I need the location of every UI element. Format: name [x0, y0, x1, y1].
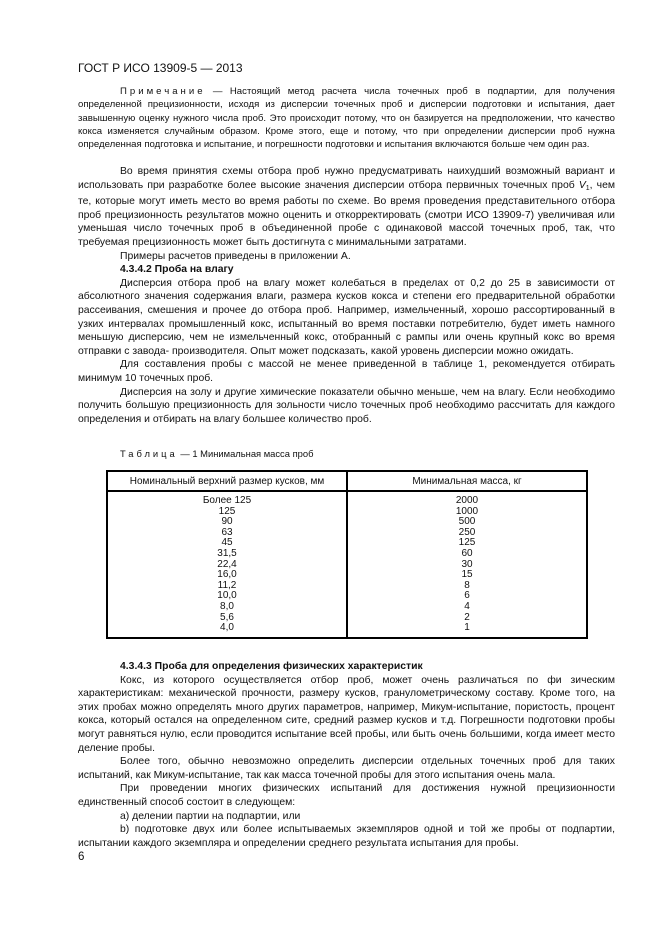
- table-cell: 5,6: [220, 611, 234, 623]
- section-4-3-4-3-body: [78, 660, 615, 850]
- paragraph: Более того, обычно невозможно определить дисперсии отдельных точечных проб для таких испытаний, как Микум-испытание, так как масса точечной пробы для этого испытания очень мала.: [78, 756, 615, 781]
- table-cell: 30: [461, 558, 473, 570]
- section-4-3-4-1-body: [78, 165, 615, 426]
- table-cell: 15: [461, 569, 473, 581]
- mass-column: [347, 491, 587, 638]
- table-cell: 22,4: [217, 558, 237, 570]
- table-cell: 10,0: [217, 590, 237, 602]
- paragraph: Дисперсия отбора проб на влагу может колебаться в пределах от 0,2 до 25 в зависимости от абсолютного значения содержания влаги, размера кусков кокса и степени его предварительной обработки рассеивания, смешения и прочее до отбора проб. Например, измельченный, хорошо рассортированный в узких интервалах промышленный кокс, испытанный во время поставки потребителю, будет иметь намного меньшую дисперсию, чем не измельченный кокс, отобранный с рампы или очень крупный кокс во время отправки с завода- производителя. Опыт может подсказать, какой уровень дисперсии можно ожидать.: [78, 277, 615, 357]
- table-cell: Более 125: [202, 495, 252, 506]
- table-cell: 60: [461, 547, 473, 559]
- table-cell: 31,5: [217, 547, 237, 559]
- page-number: 6: [78, 851, 85, 863]
- note-label: Примечание: [120, 86, 206, 97]
- table-cell: 45: [221, 537, 233, 549]
- table-cell: 16,0: [217, 569, 237, 581]
- paragraph: Дисперсия на золу и другие химические показатели обычно меньше, чем на влагу. Если необходимо получить большую прецизионность для зольности число точечных проб необходимо рассчитать для каждого определения и отбирать на влагу большее количество проб.: [78, 386, 615, 425]
- min-mass-table: [106, 470, 588, 639]
- table-cell: 1000: [455, 505, 479, 517]
- table-cell: 125: [218, 505, 236, 517]
- table-cell: 125: [458, 537, 476, 549]
- note-block: [78, 85, 615, 151]
- table-cell: 4,0: [220, 622, 234, 634]
- section-heading-moisture: 4.3.4.2 Проба на влагу: [120, 264, 234, 276]
- list-item-a: а) делении партии на подпартии, или: [120, 810, 301, 822]
- table-cell: 63: [221, 526, 233, 538]
- table-cell: 2: [464, 611, 470, 623]
- paragraph: При проведении многих физических испытаний для достижения нужной прецизионности единственный способ состоит в следующем:: [78, 783, 615, 808]
- section-heading-physical: 4.3.4.3 Проба для определения физических характеристик: [120, 661, 423, 672]
- column-header-size: Номинальный верхний размер кусков, мм: [107, 471, 347, 491]
- variable-v: V: [578, 179, 586, 191]
- table-cell: 8: [464, 579, 470, 591]
- table-cell: 500: [458, 516, 476, 528]
- table-caption: Таблица — 1 Минимальная масса проб: [120, 448, 314, 459]
- note-text: — Настоящий метод расчета числа точечных проб в подпартии, для получения определенной прецизионности, исходя из дисперсии точечных проб и дисперсии подготовки и испытания, дает завышенную оценку нужного числа проб. Это происходит потому, что он базируется на предположении, что качество кокса изменяется случайным образом. Кроме этого, еще и потому, что при определении дисперсии проб нужна определенная подготовка и испытание, и погрешности подготовки и испытания включаются больше чем один раз.: [78, 86, 615, 151]
- paragraph: Для составления пробы с массой не менее приведенной в таблице 1, рекомендуется отбирать минимум 10 точечных проб.: [78, 359, 615, 384]
- column-header-mass: Минимальная масса, кг: [347, 471, 587, 491]
- table-cell: 11,2: [217, 579, 237, 591]
- list-item-b: b) подготовке двух или более испытываемых экземпляров одной и той же пробы от подпартии, испытании каждого экземпляра и определении среднего результата испытания для пробы.: [78, 824, 615, 849]
- document-header: ГОСТ Р ИСО 13909-5 — 2013: [78, 61, 243, 75]
- table-cell: 2000: [455, 495, 479, 506]
- table-cell: 250: [458, 526, 476, 538]
- paragraph: Примеры расчетов приведены в приложении А.: [120, 250, 351, 262]
- size-column: [107, 491, 347, 638]
- table-cell: 90: [221, 516, 233, 528]
- paragraph: Кокс, из которого осуществляется отбор проб, может очень различаться по фи зическим характеристикам: механической прочности, размеру кусков, гранулометрическому составу. Кроме того, на этих пробах можно определять много других параметров, например, Микум-испытание, пористость, процент кокса, который остался на определенном сите, средний размер кусков и т.д. Погрешности подготовки пробы могут равняться нулю, если проводится испытание всей пробы, или быть очень большими, когда имеет место деление пробы.: [78, 674, 615, 754]
- table-cell: 4: [464, 600, 470, 612]
- table-cell: 8,0: [220, 600, 234, 612]
- table-cell: 1: [464, 622, 470, 634]
- table-cell: 6: [464, 590, 470, 602]
- paragraph: Во время принятия схемы отбора проб нужно предусматривать наихудший возможный вариант и использовать при разработке более высокие значения дисперсии отбора первичных точечных проб $V_1$, чем те, которые могут иметь место во время работы по схеме. Во время проведения представительного отбора проб прецизионность результатов можно оценить и откорректировать (смотри ИСО 13909-7) увеличивая или уменьшая число точечных проб в объединенной пробе с одинаковой массой точечных проб, так, что требуемая прецизионность может быть достигнута с минимальными затратами.: [78, 166, 615, 248]
